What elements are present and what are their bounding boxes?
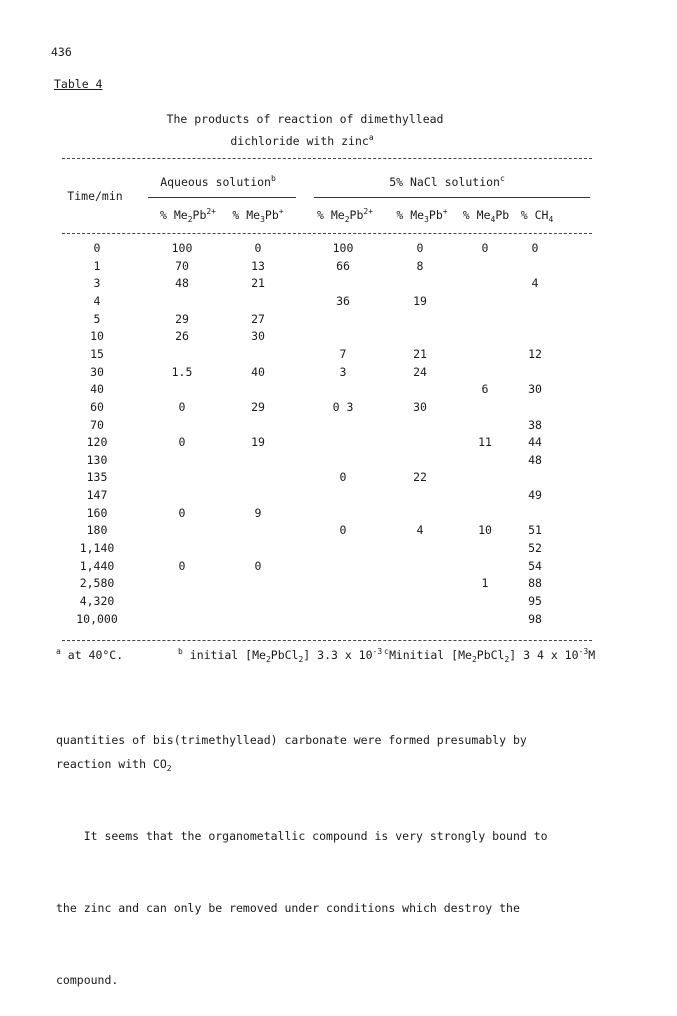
table-cell: 40 <box>251 364 265 379</box>
table-cell: 26 <box>175 329 189 344</box>
table-cell: 98 <box>528 611 542 626</box>
table-cell: 100 <box>332 241 354 255</box>
group-header-aqueous: Aqueous solution$^b$ <box>160 174 276 189</box>
paragraph-2-line2: the zinc and can only be removed under conditions which destroy the <box>56 901 520 915</box>
table-cell: 6 <box>481 382 489 397</box>
time-cell: 4 <box>93 293 101 308</box>
table-cell: 21 <box>251 276 265 291</box>
table-cell: 0 <box>481 241 489 255</box>
table-cell: 0 <box>178 558 186 573</box>
table-cell: 38 <box>528 417 542 432</box>
time-cell: 40 <box>90 382 104 397</box>
table-cell: 22 <box>413 470 427 485</box>
column-header-trimethyllead-aq: % $Me_3Pb^+$ <box>232 207 284 224</box>
table-cell: 36 <box>336 293 350 308</box>
nacl-group-rule <box>314 197 590 198</box>
header-rule <box>62 233 592 234</box>
aqueous-group-rule <box>148 197 296 198</box>
group-header-nacl: 5% NaCl solution$^c$ <box>389 174 505 189</box>
time-cell: 1,140 <box>79 541 115 555</box>
time-cell: 10,000 <box>76 611 118 626</box>
column-header-tetramethyllead-nacl: % $Me_4Pb$ <box>462 208 510 224</box>
paragraph-2 <box>56 776 548 1016</box>
table-cell: 3 <box>339 364 347 379</box>
table-cell: 19 <box>413 293 427 308</box>
table-cell: 29 <box>175 311 189 326</box>
footnote-c: $^c$ initial $[Me_2PbCl_2]$ 3 4 x $10^{-3}M$ <box>384 647 596 664</box>
table-cell: 0 <box>178 505 186 520</box>
table-cell: 12 <box>528 346 542 361</box>
column-header-dimethyllead-nacl: % $Me_2Pb^{2+}$ <box>316 207 374 224</box>
table-cell: 0 <box>178 435 186 450</box>
table-cell: 0 3 <box>332 399 354 414</box>
paragraph-2-line3: compound. <box>56 973 119 987</box>
table-cell: 48 <box>528 452 542 467</box>
paragraph-1 <box>56 728 527 776</box>
table-cell: 0 <box>416 241 424 255</box>
top-rule <box>62 158 592 159</box>
time-cell: 180 <box>86 523 108 538</box>
table-cell: 88 <box>528 576 542 591</box>
time-cell: 160 <box>86 505 108 520</box>
table-cell: 44 <box>528 435 542 450</box>
column-header-trimethyllead-nacl: % $Me_3Pb^+$ <box>396 207 448 224</box>
table-cell: 70 <box>175 258 189 273</box>
footnote-a: $^a$ at 40°C. <box>56 647 124 662</box>
paragraph-2-line1: It seems that the organometallic compound is very strongly bound to <box>56 829 548 843</box>
time-cell: 1,440 <box>79 558 115 573</box>
time-cell: 10 <box>90 329 104 344</box>
table-cell: 4 <box>416 523 424 538</box>
time-cell: 4,320 <box>79 594 115 608</box>
time-cell: 2,580 <box>79 576 115 591</box>
time-cell: 147 <box>86 488 108 503</box>
footnote-b: $^b$ initial $[Me_2PbCl_2]$ 3.3 x $10^{-3}$ M <box>178 647 397 664</box>
time-cell: 15 <box>90 346 104 361</box>
paragraph-1-line1: quantities of bis(trimethyllead) carbonate were formed presumably by <box>56 733 527 747</box>
time-cell: 135 <box>86 470 108 485</box>
time-cell: 3 <box>93 276 101 291</box>
table-cell: 1 <box>481 576 489 591</box>
table-cell: 30 <box>251 329 265 344</box>
time-cell: 130 <box>86 452 108 467</box>
table-cell: 51 <box>528 523 542 538</box>
time-cell: 30 <box>90 364 104 379</box>
table-cell: 30 <box>528 382 542 397</box>
bottom-rule <box>62 640 592 641</box>
table-cell: 52 <box>528 541 542 555</box>
table-label: Table 4 <box>54 77 103 91</box>
column-header-dimethyllead-aq: % $Me_2Pb^{2+}$ <box>159 207 217 224</box>
table-cell: 100 <box>171 241 193 255</box>
table-cell: 1.5 <box>171 364 193 379</box>
table-cell: 7 <box>339 346 347 361</box>
table-cell: 0 <box>178 399 186 414</box>
column-header-time: Time/min <box>67 189 123 203</box>
table-cell: 27 <box>251 311 265 326</box>
table-cell: 48 <box>175 276 189 291</box>
table-cell: 13 <box>251 258 265 273</box>
table-cell: 0 <box>254 241 262 255</box>
table-cell: 95 <box>528 594 542 608</box>
time-cell: 120 <box>86 435 108 450</box>
table-cell: 0 <box>254 558 262 573</box>
time-cell: 0 <box>93 241 101 255</box>
page-number: 436 <box>51 45 72 59</box>
table-cell: 0 <box>531 241 539 255</box>
time-cell: 70 <box>90 417 104 432</box>
paragraph-1-line2: reaction with $CO_2$ <box>56 757 172 773</box>
table-cell: 30 <box>413 399 427 414</box>
time-cell: 5 <box>93 311 101 326</box>
table-cell: 54 <box>528 558 542 573</box>
time-cell: 1 <box>93 258 101 273</box>
table-cell: 4 <box>531 276 539 291</box>
table-cell: 21 <box>413 346 427 361</box>
table-cell: 66 <box>336 258 350 273</box>
table-cell: 11 <box>478 435 492 450</box>
table-cell: 29 <box>251 399 265 414</box>
table-cell: 0 <box>339 470 347 485</box>
table-title-line1: The products of reaction of dimethyllead <box>166 112 444 126</box>
table-cell: 0 <box>339 523 347 538</box>
table-cell: 10 <box>478 523 492 538</box>
table-cell: 24 <box>413 364 427 379</box>
table-cell: 8 <box>416 258 424 273</box>
table-cell: 49 <box>528 488 542 503</box>
table-title-line2: dichloride with zinc$^a$ <box>230 133 374 148</box>
table-cell: 9 <box>254 505 262 520</box>
table-cell: 19 <box>251 435 265 450</box>
time-cell: 60 <box>90 399 104 414</box>
column-header-methane-nacl: % $CH_4$ <box>520 208 554 224</box>
